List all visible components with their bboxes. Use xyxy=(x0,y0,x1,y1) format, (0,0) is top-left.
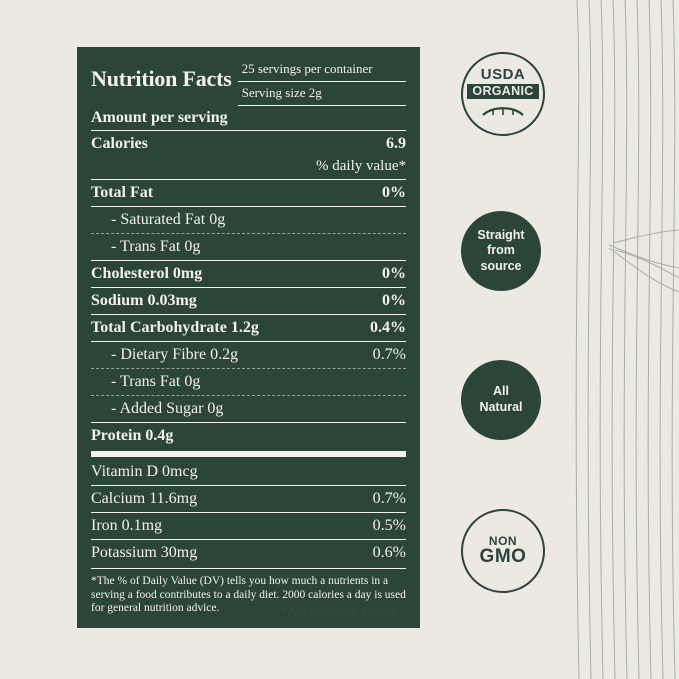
table-row xyxy=(91,180,406,207)
table-row xyxy=(91,207,406,234)
badge-line-1: All xyxy=(493,384,509,399)
nutrient-label: Cholesterol 0mg xyxy=(91,265,203,282)
badge-straight-from-source xyxy=(461,211,541,291)
table-row xyxy=(91,396,406,423)
table-row xyxy=(91,423,406,449)
non-label: NON xyxy=(488,534,518,549)
nutrient-value: 0.4% xyxy=(370,319,406,336)
amount-per-serving-heading: Amount per serving xyxy=(91,106,406,131)
badge-line-2: from xyxy=(487,243,515,258)
panel-header xyxy=(91,55,406,106)
line-texture-svg xyxy=(569,0,679,679)
nutrient-label: - Dietary Fibre 0.2g xyxy=(111,346,239,363)
table-row xyxy=(91,369,406,396)
badge-non-gmo xyxy=(461,509,545,593)
page-title: Nutrition Facts xyxy=(91,66,232,91)
table-row xyxy=(91,540,406,566)
badge-line-1: Straight xyxy=(477,227,525,242)
nutrient-label: Iron 0.1mg xyxy=(91,517,163,534)
badge-usda-organic xyxy=(461,52,545,136)
nutrient-value: 0.5% xyxy=(372,517,406,534)
nutrient-label: - Trans Fat 0g xyxy=(111,238,201,255)
nutrient-label: Potassium 30mg xyxy=(91,544,198,561)
serving-block xyxy=(238,55,406,106)
table-row xyxy=(91,486,406,513)
gmo-label: GMO xyxy=(479,546,527,568)
badge-line-3: source xyxy=(480,258,522,273)
nutrient-label: Total Carbohydrate 1.2g xyxy=(91,319,259,336)
serving-size: Serving size 2g xyxy=(238,82,406,106)
nutrient-label: Calcium 11.6mg xyxy=(91,490,198,507)
calories-value: 6.9 xyxy=(386,135,406,152)
nutrient-label: Sodium 0.03mg xyxy=(91,292,197,309)
nutrient-label: Total Fat xyxy=(91,184,154,201)
servings-per-container: 25 servings per container xyxy=(238,58,406,82)
nutrient-label: - Trans Fat 0g xyxy=(111,373,201,390)
table-row xyxy=(91,234,406,261)
table-row xyxy=(91,342,406,369)
table-row xyxy=(91,288,406,315)
nutrient-label: Protein 0.4g xyxy=(91,427,174,444)
daily-value-footnote: *The % of Daily Value (DV) tells you how much a nutrients in a serving a food contributes to a daily diet. 2000 calories a day is used for general nutrition advice. xyxy=(91,575,406,615)
nutrient-label: - Added Sugar 0g xyxy=(111,400,224,417)
badge-line-2: Natural xyxy=(479,400,523,414)
background-line-texture xyxy=(569,0,679,679)
approximate-values-note: *Approximate Values xyxy=(280,604,398,619)
nutrition-facts-panel xyxy=(77,47,420,628)
nutrient-value: 0% xyxy=(382,184,406,201)
table-row xyxy=(91,459,406,486)
table-row xyxy=(91,261,406,288)
nutrient-value: 0% xyxy=(382,265,406,282)
organic-label: ORGANIC xyxy=(467,84,538,100)
calories-row xyxy=(91,131,406,157)
nutrient-label: Vitamin D 0mcg xyxy=(91,463,198,480)
usda-label: USDA xyxy=(480,65,526,83)
nutrient-value: 0% xyxy=(382,292,406,309)
field-arc-icon xyxy=(481,103,525,121)
badge-all-natural xyxy=(461,360,541,440)
table-row xyxy=(91,315,406,342)
nutrient-value: 0.6% xyxy=(372,544,406,561)
daily-value-header: % daily value* xyxy=(91,157,406,180)
nutrient-label: - Saturated Fat 0g xyxy=(111,211,226,228)
calories-label: Calories xyxy=(91,135,148,152)
nutrient-value: 0.7% xyxy=(372,490,406,507)
nutrient-value: 0.7% xyxy=(372,346,406,363)
table-row xyxy=(91,513,406,540)
